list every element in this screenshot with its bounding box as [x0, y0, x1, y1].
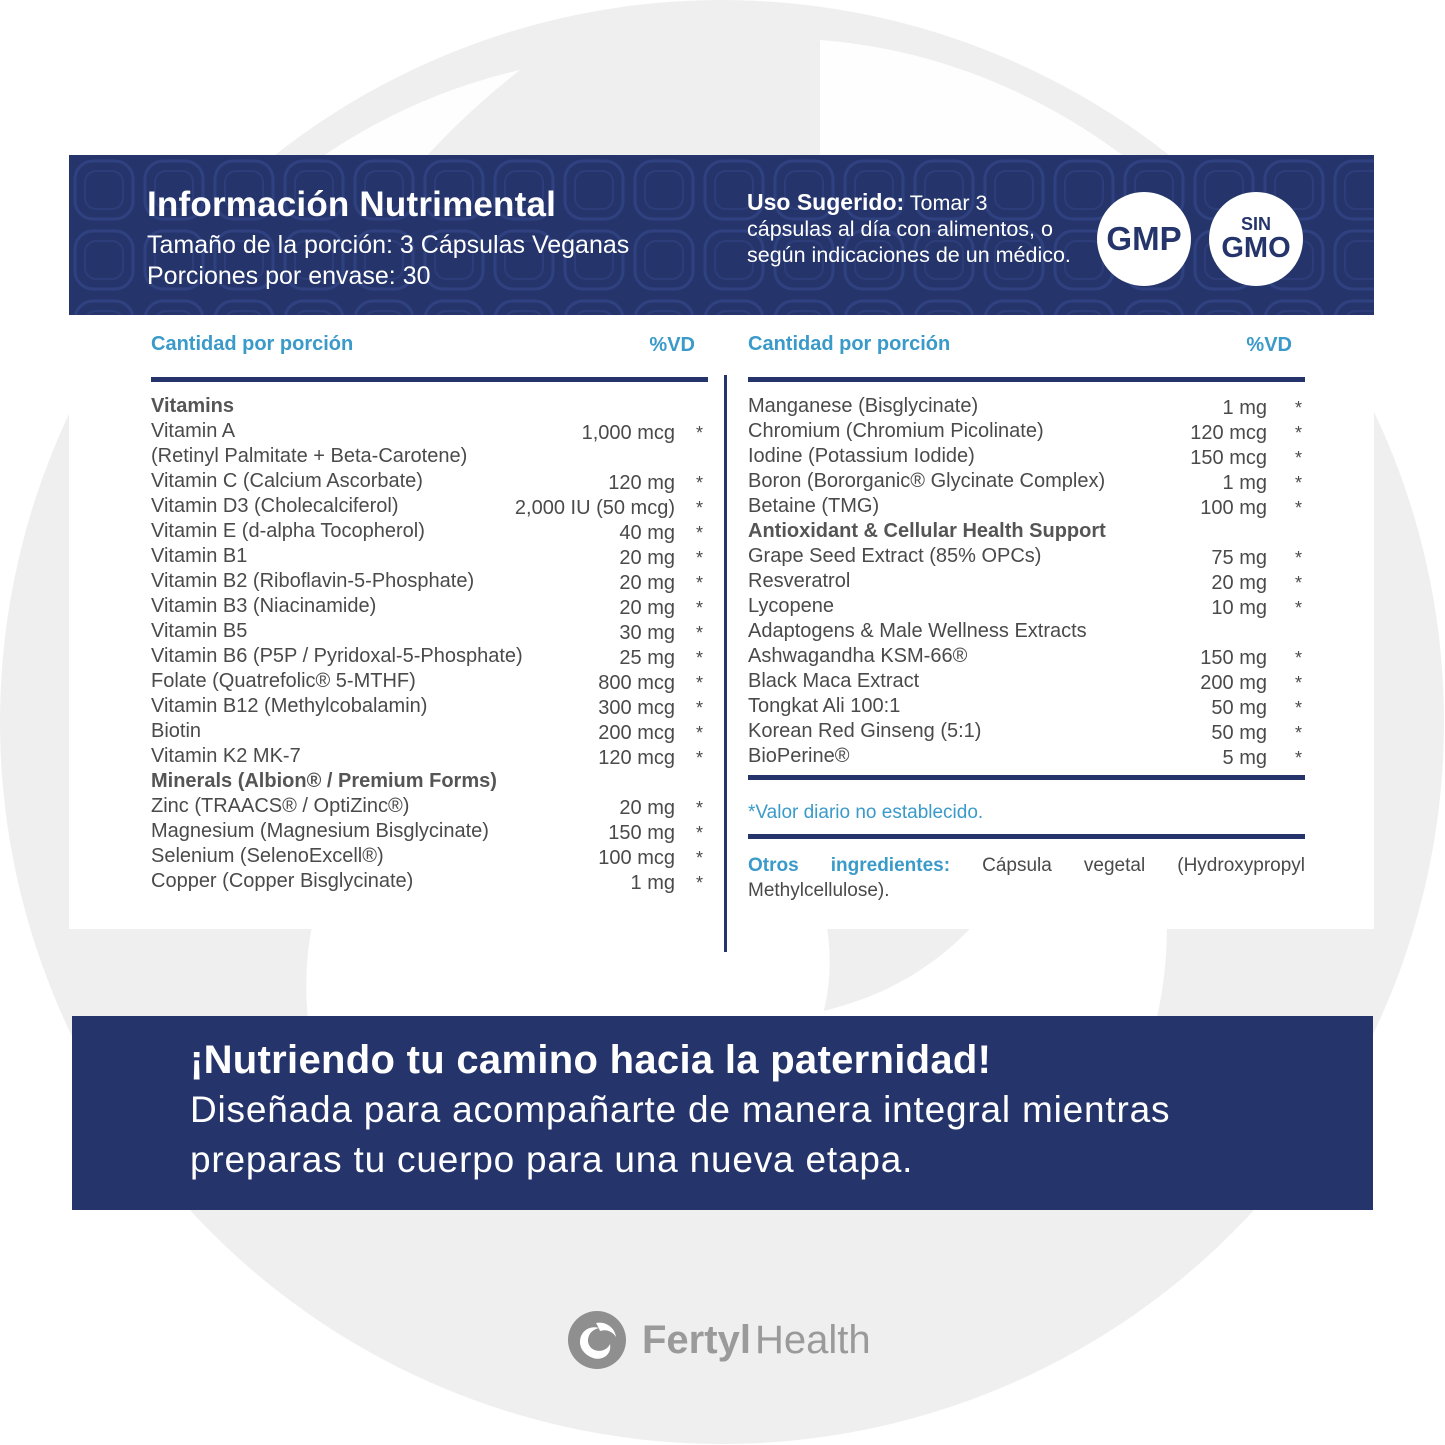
- daily-value-marker: *: [695, 748, 703, 768]
- nutrient-row: [151, 617, 708, 642]
- brand-wordmark: [642, 1318, 871, 1363]
- nutrient-amount: 20 mg: [619, 797, 675, 819]
- nutrient-amount: 20 mg: [619, 547, 675, 569]
- nutrient-name: Vitamin A: [151, 420, 236, 442]
- nutrient-name: Korean Red Ginseng (5:1): [748, 720, 982, 742]
- nutrient-row: [748, 392, 1305, 417]
- section-heading: Antioxidant & Cellular Health Support: [748, 520, 1106, 542]
- daily-value-marker: *: [695, 598, 703, 618]
- nutrient-amount: 1 mg: [1222, 472, 1267, 494]
- nutrient-row: [748, 692, 1305, 717]
- gmp-badge-text: GMP: [1106, 220, 1182, 257]
- nutrient-name: Biotin: [151, 720, 202, 742]
- section-heading-row: [151, 392, 708, 417]
- nutrient-amount: 25 mg: [619, 647, 675, 669]
- nutrient-name: BioPerine®: [748, 745, 850, 767]
- nutrient-amount: 120 mcg: [598, 747, 675, 769]
- nutrient-name: Vitamin C (Calcium Ascorbate): [151, 470, 423, 492]
- nutrient-row: [748, 467, 1305, 492]
- nutrient-name: Vitamin B5: [151, 620, 248, 642]
- daily-value-marker: *: [1294, 398, 1302, 418]
- list-end-rule: [748, 775, 1305, 780]
- right-nutrient-list: [748, 382, 1305, 767]
- nutrient-row: [151, 542, 708, 567]
- nutrient-name: Resveratrol: [748, 570, 851, 592]
- left-column-header: [151, 315, 708, 377]
- nutrient-row: [151, 492, 708, 517]
- nutrient-amount: 800 mcg: [598, 672, 675, 694]
- brand-name-part2: Health: [754, 1317, 871, 1362]
- nutrient-name: Vitamin B1: [151, 545, 248, 567]
- nutrient-amount: 100 mcg: [598, 847, 675, 869]
- nutrition-table-panel: [69, 315, 1374, 929]
- daily-value-marker: *: [695, 473, 703, 493]
- nutrient-name: Magnesium (Magnesium Bisglycinate): [151, 820, 489, 842]
- nutrient-name: Folate (Quatrefolic® 5-MTHF): [151, 670, 416, 692]
- column-divider: [724, 375, 727, 952]
- nutrient-amount: 120 mcg: [1190, 422, 1267, 444]
- suggested-use-label: Uso Sugerido:: [747, 189, 905, 215]
- nutrient-row: [151, 692, 708, 717]
- nutrient-row: [748, 642, 1305, 667]
- section-heading-row: [748, 517, 1305, 542]
- daily-value-marker: *: [695, 823, 703, 843]
- nutrient-name: Betaine (TMG): [748, 495, 880, 517]
- nutrient-name: Adaptogens & Male Wellness Extracts: [748, 620, 1087, 642]
- daily-value-header: %VD: [1246, 334, 1292, 356]
- nutrient-amount: 20 mg: [619, 572, 675, 594]
- daily-value-marker: *: [1294, 498, 1302, 518]
- nutrient-row: [748, 617, 1305, 642]
- nutrient-name: Iodine (Potassium Iodide): [748, 445, 975, 467]
- label-title: Información Nutrimental: [147, 185, 557, 224]
- nutrient-name: Vitamin D3 (Cholecalciferol): [151, 495, 399, 517]
- nutrient-name: Vitamin B2 (Riboflavin-5-Phosphate): [151, 570, 475, 592]
- daily-value-marker: *: [1294, 648, 1302, 668]
- nutrient-name: Vitamin B6 (P5P / Pyridoxal-5-Phosphate): [151, 645, 523, 667]
- servings-per-container: Porciones por envase: 30: [147, 262, 431, 290]
- serving-size: Tamaño de la porción: 3 Cápsulas Veganas: [147, 231, 630, 259]
- nutrient-name: Grape Seed Extract (85% OPCs): [748, 545, 1042, 567]
- nutrient-row: [748, 742, 1305, 767]
- label-header: [69, 155, 1374, 315]
- daily-value-marker: *: [1294, 748, 1302, 768]
- daily-value-marker: *: [1294, 573, 1302, 593]
- daily-value-marker: *: [1294, 723, 1302, 743]
- nutrient-row: [151, 642, 708, 667]
- nutrient-row: [748, 492, 1305, 517]
- banner-title: ¡Nutriendo tu camino hacia la paternidad!: [190, 1038, 992, 1082]
- nutrient-name: Ashwagandha KSM-66®: [748, 645, 968, 667]
- daily-value-marker: *: [1294, 548, 1302, 568]
- daily-value-marker: *: [695, 798, 703, 818]
- non-gmo-badge-gmo: GMO: [1221, 232, 1291, 264]
- nutrient-amount: 5 mg: [1222, 747, 1267, 769]
- daily-value-marker: *: [695, 548, 703, 568]
- section-heading: Vitamins: [151, 395, 234, 417]
- nutrient-amount: 120 mg: [608, 472, 675, 494]
- nutrient-name: Vitamin B12 (Methylcobalamin): [151, 695, 428, 717]
- nutrient-amount: 50 mg: [1211, 722, 1267, 744]
- brand-name-part1: Fertyl: [642, 1317, 751, 1362]
- nutrient-row: [748, 667, 1305, 692]
- nutrient-name: Vitamin K2 MK-7: [151, 745, 301, 767]
- header-info: [147, 185, 629, 291]
- daily-value-marker: *: [695, 698, 703, 718]
- nutrient-name: Manganese (Bisglycinate): [748, 395, 979, 417]
- daily-value-marker: *: [1294, 698, 1302, 718]
- nutrient-amount: 100 mg: [1200, 497, 1267, 519]
- nutrient-name: Vitamin E (d-alpha Tocopherol): [151, 520, 425, 542]
- nutrient-amount: 150 mg: [1200, 647, 1267, 669]
- nutrient-name: Copper (Copper Bisglycinate): [151, 870, 414, 892]
- other-ingredients-label: Otros ingredientes:: [748, 855, 951, 876]
- nutrient-amount: 40 mg: [619, 522, 675, 544]
- daily-value-marker: *: [1294, 448, 1302, 468]
- nutrient-row: [748, 717, 1305, 742]
- nutrient-amount: 1 mg: [1222, 397, 1267, 419]
- nutrient-amount: 1,000 mcg: [581, 422, 675, 444]
- suggested-use-text: Tomar 3 cápsulas al día con alimentos, o según indicaciones de un médico.: [747, 191, 1071, 267]
- nutrient-row: [151, 667, 708, 692]
- nutrient-amount: 30 mg: [619, 622, 675, 644]
- daily-value-marker: *: [1294, 673, 1302, 693]
- nutrient-row: [151, 867, 708, 892]
- nutrient-amount: 300 mcg: [598, 697, 675, 719]
- nutrient-row: [151, 817, 708, 842]
- nutrient-row: [151, 467, 708, 492]
- daily-value-marker: *: [695, 673, 703, 693]
- nutrient-amount: 200 mg: [1200, 672, 1267, 694]
- amount-per-serving-header: Cantidad por porción: [748, 333, 951, 355]
- daily-value-marker: *: [1294, 423, 1302, 443]
- nutrient-amount: 1 mg: [630, 872, 675, 894]
- daily-value-header: %VD: [649, 334, 695, 356]
- daily-value-marker: *: [695, 573, 703, 593]
- nutrient-row: [151, 792, 708, 817]
- nutrient-amount: 75 mg: [1211, 547, 1267, 569]
- brand-mark-icon: [566, 1309, 628, 1371]
- nutrient-amount: 200 mcg: [598, 722, 675, 744]
- nutrient-row: [748, 417, 1305, 442]
- right-column: [748, 315, 1305, 903]
- daily-value-marker: *: [695, 423, 703, 443]
- gmp-badge: [1097, 192, 1191, 286]
- daily-value-marker: *: [1294, 473, 1302, 493]
- left-column: [151, 315, 708, 892]
- section-heading: Minerals (Albion® / Premium Forms): [151, 770, 497, 792]
- daily-value-marker: *: [695, 623, 703, 643]
- other-ingredients: [748, 853, 1305, 903]
- nutrient-amount: 10 mg: [1211, 597, 1267, 619]
- daily-value-marker: *: [695, 498, 703, 518]
- daily-value-marker: *: [695, 873, 703, 893]
- left-nutrient-list: [151, 382, 708, 892]
- right-column-header: [748, 315, 1305, 377]
- nutrient-row: [151, 417, 708, 442]
- footnote-rule: [748, 834, 1305, 839]
- nutrient-name: Zinc (TRAACS® / OptiZinc®): [151, 795, 410, 817]
- nutrient-row: [151, 592, 708, 617]
- nutrient-amount: 50 mg: [1211, 697, 1267, 719]
- nutrient-row: [151, 717, 708, 742]
- nutrient-row: [748, 542, 1305, 567]
- nutrient-row: [151, 442, 708, 467]
- section-heading-row: [151, 767, 708, 792]
- nutrient-row: [151, 742, 708, 767]
- nutrient-row: [151, 517, 708, 542]
- daily-value-marker: *: [695, 723, 703, 743]
- nutrient-row: [151, 842, 708, 867]
- nutrient-amount: 150 mg: [608, 822, 675, 844]
- nutrient-amount: 2,000 IU (50 mcg): [514, 497, 675, 519]
- other-ingredients-text: Cápsula vegetal (Hydroxypropyl Methylcellulose).: [748, 855, 1306, 901]
- nutrient-name: Boron (Bororganic® Glycinate Complex): [748, 470, 1106, 492]
- nutrient-name: Black Maca Extract: [748, 670, 920, 692]
- nutrient-name: Vitamin B3 (Niacinamide): [151, 595, 377, 617]
- non-gmo-badge-sin: SIN: [1240, 214, 1271, 234]
- nutrient-amount: 20 mg: [1211, 572, 1267, 594]
- daily-value-marker: *: [695, 848, 703, 868]
- nutrient-name: Tongkat Ali 100:1: [748, 695, 901, 717]
- suggested-use: [747, 189, 1077, 268]
- daily-value-footnote: *Valor diario no establecido.: [748, 802, 984, 823]
- nutrient-amount: 20 mg: [619, 597, 675, 619]
- nutrient-name: Chromium (Chromium Picolinate): [748, 420, 1044, 442]
- non-gmo-badge: [1209, 192, 1303, 286]
- banner-line-2: preparas tu cuerpo para una nueva etapa.: [190, 1139, 914, 1180]
- tagline-banner: [72, 1016, 1373, 1210]
- nutrient-name: Selenium (SelenoExcell®): [151, 845, 384, 867]
- nutrient-row: [748, 442, 1305, 467]
- daily-value-marker: *: [695, 523, 703, 543]
- daily-value-marker: *: [1294, 598, 1302, 618]
- banner-line-1: Diseñada para acompañarte de manera integral mientras: [190, 1089, 1171, 1130]
- nutrient-amount: 150 mcg: [1190, 447, 1267, 469]
- nutrient-row: [151, 567, 708, 592]
- daily-value-marker: *: [695, 648, 703, 668]
- brand-logo: [566, 1308, 871, 1372]
- nutrient-row: [748, 592, 1305, 617]
- amount-per-serving-header: Cantidad por porción: [151, 333, 354, 355]
- nutrient-name: Lycopene: [748, 595, 834, 617]
- nutrient-name: (Retinyl Palmitate + Beta-Carotene): [151, 445, 468, 467]
- nutrient-row: [748, 567, 1305, 592]
